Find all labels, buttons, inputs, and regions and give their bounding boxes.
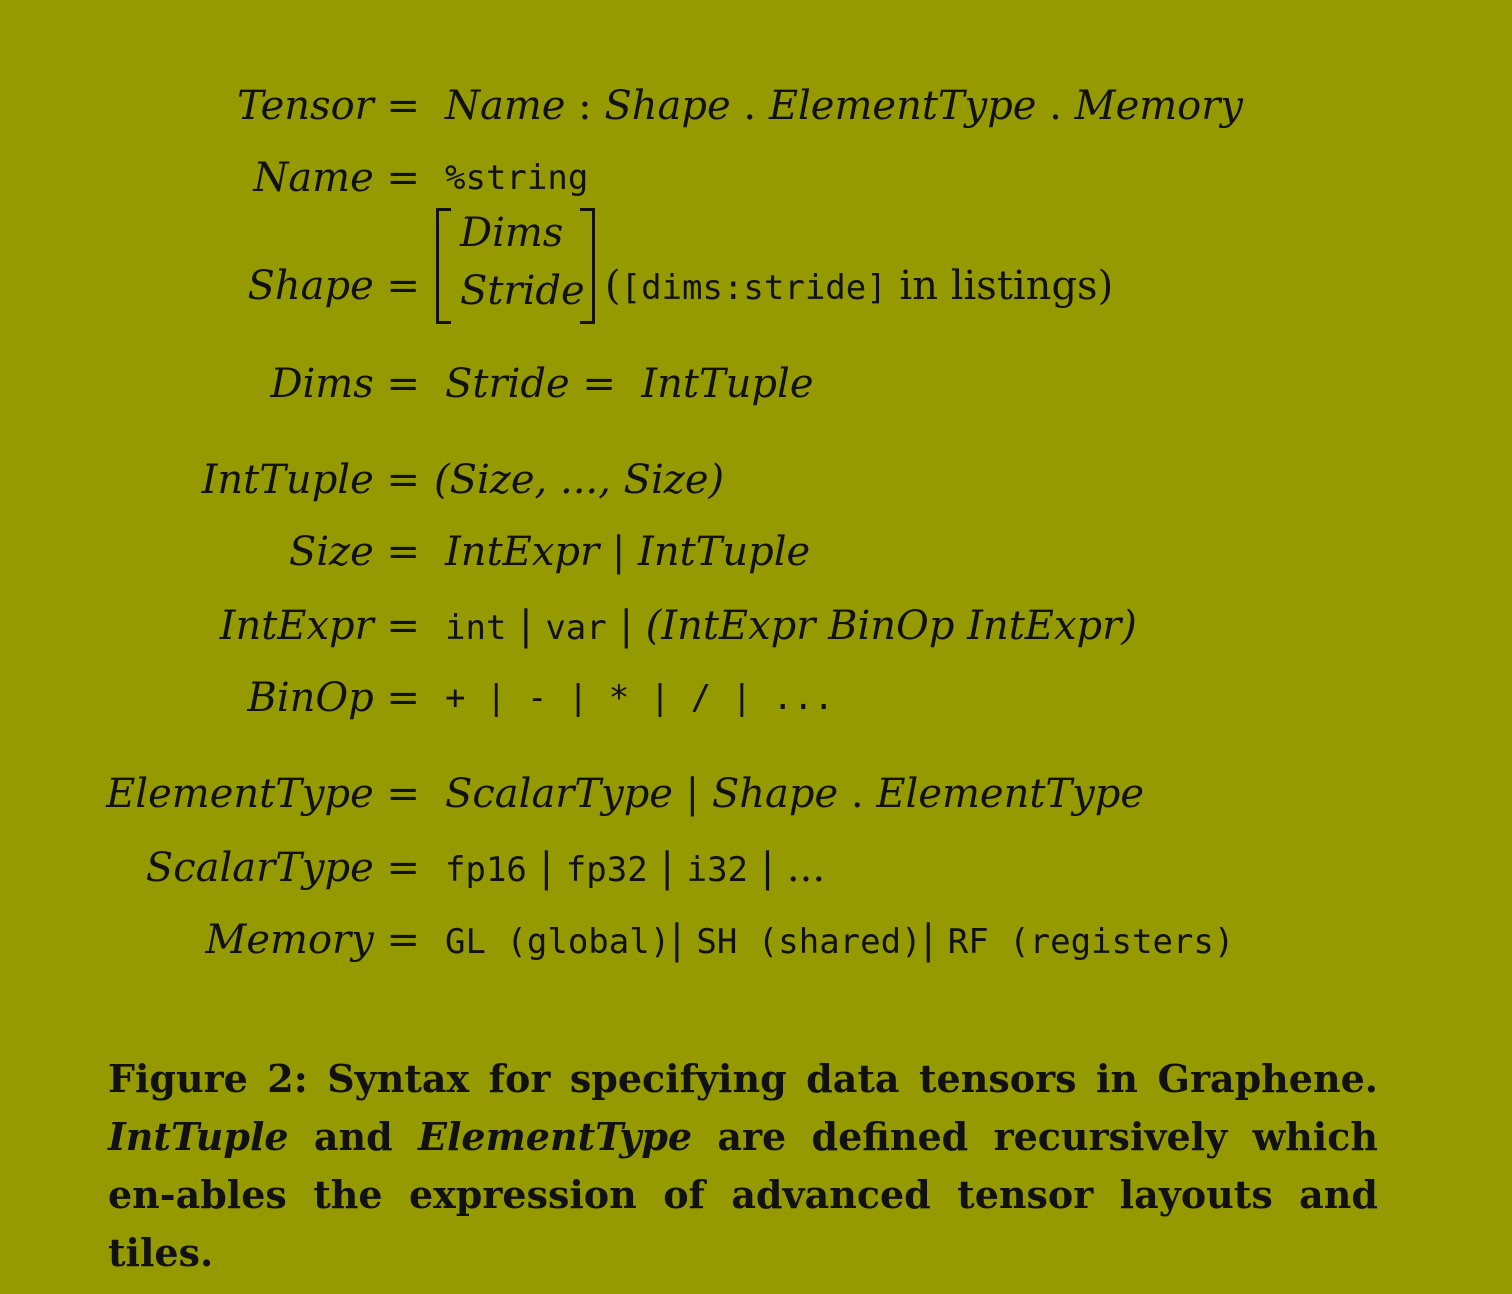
rule-lhs-intexpr: IntExpr = xyxy=(219,603,420,649)
rule-rhs-scalartype xyxy=(445,838,825,900)
caption-term-elementtype: ElementType xyxy=(418,1114,693,1159)
listing-text: in listings) xyxy=(886,263,1114,309)
rule-lhs-name: Name = xyxy=(253,155,420,201)
rule-rhs-intexpr xyxy=(445,596,1137,658)
rule-elementtype xyxy=(0,764,1512,824)
bar-ellipsis: | ... xyxy=(748,845,826,891)
term-i32: i32 xyxy=(686,850,749,890)
term-name: Name xyxy=(445,83,566,129)
term-elementtype: ElementType xyxy=(876,771,1144,817)
term-scalartype: ScalarType xyxy=(445,771,673,817)
shape-matrix xyxy=(436,206,596,322)
paren-open: ( xyxy=(605,263,621,309)
caption-mid: and xyxy=(288,1114,418,1159)
term-stride: Stride = xyxy=(445,361,616,407)
rule-lhs-dims: Dims = xyxy=(270,361,420,407)
rule-tensor xyxy=(0,76,1512,136)
rule-scalartype xyxy=(0,838,1512,898)
rule-lhs-tensor: Tensor = xyxy=(237,83,420,129)
rule-rhs-binop: + | - | * | / | ... xyxy=(445,678,834,718)
term-gl: GL (global) xyxy=(445,922,671,962)
bar: | xyxy=(921,917,948,963)
rule-lhs-elementtype: ElementType = xyxy=(106,771,420,817)
bar: | xyxy=(647,845,687,891)
term-fp16: fp16 xyxy=(445,850,527,890)
matrix-stride: Stride xyxy=(460,268,585,314)
figure-caption xyxy=(108,1050,1378,1282)
term-memory: Memory xyxy=(1074,83,1243,129)
rule-size xyxy=(0,522,1512,582)
term-shape: Shape xyxy=(604,83,731,129)
rule-rhs-dims xyxy=(445,354,814,414)
matrix-dims: Dims xyxy=(460,210,564,256)
bar: | xyxy=(506,603,546,649)
dot: . xyxy=(730,83,769,129)
bar: | xyxy=(670,917,697,963)
rule-lhs-shape: Shape = xyxy=(247,263,420,309)
term-fp32: fp32 xyxy=(565,850,648,890)
caption-prefix: Figure 2: Syntax for specifying data tensors in Graphene. xyxy=(108,1056,1378,1101)
term-sh: SH (shared) xyxy=(696,922,922,962)
rule-rhs-elementtype xyxy=(445,764,1144,824)
rule-memory xyxy=(0,910,1512,970)
shape-listing-note xyxy=(605,256,1113,318)
term-inttuple: IntTuple xyxy=(638,529,811,575)
rule-lhs-binop: BinOp = xyxy=(247,675,420,721)
colon: : xyxy=(565,83,605,129)
term-binop-expr: (IntExpr BinOp IntExpr) xyxy=(645,603,1137,649)
bar: | xyxy=(606,603,646,649)
dot: . xyxy=(838,771,877,817)
rule-lhs-size: Size = xyxy=(288,529,420,575)
rule-rhs-name: %string xyxy=(445,158,589,198)
rule-rhs-inttuple: (Size, ..., Size) xyxy=(434,457,725,503)
right-bracket xyxy=(580,208,595,324)
rule-intexpr xyxy=(0,596,1512,656)
rule-binop xyxy=(0,668,1512,728)
rule-dims xyxy=(0,354,1512,414)
rule-rhs-memory xyxy=(445,910,1234,972)
rule-inttuple xyxy=(0,450,1512,510)
bar: | xyxy=(672,771,712,817)
rule-rhs-size xyxy=(445,522,810,582)
left-bracket xyxy=(436,208,451,324)
rule-lhs-inttuple: IntTuple = xyxy=(201,457,420,503)
rule-lhs-memory: Memory = xyxy=(205,917,420,963)
bar: | xyxy=(526,845,566,891)
caption-term-inttuple: IntTuple xyxy=(108,1114,289,1159)
caption-suffix: are defined recursively which en-ables the expression of advanced tensor layouts and tiles. xyxy=(108,1114,1378,1275)
rule-rhs-tensor xyxy=(445,76,1243,136)
term-shape: Shape xyxy=(711,771,839,817)
rule-name xyxy=(0,148,1512,208)
bar: | xyxy=(599,529,639,575)
listing-code: [dims:stride] xyxy=(620,268,887,308)
rule-lhs-scalartype: ScalarType = xyxy=(145,845,420,891)
term-inttuple: IntTuple xyxy=(641,361,814,407)
term-intexpr: IntExpr xyxy=(445,529,600,575)
term-rf: RF (registers) xyxy=(947,922,1235,962)
term-var: var xyxy=(545,608,607,648)
term-elementtype: ElementType xyxy=(768,83,1037,129)
term-int: int xyxy=(445,608,507,648)
dot: . xyxy=(1036,83,1075,129)
rule-shape xyxy=(0,210,1512,316)
